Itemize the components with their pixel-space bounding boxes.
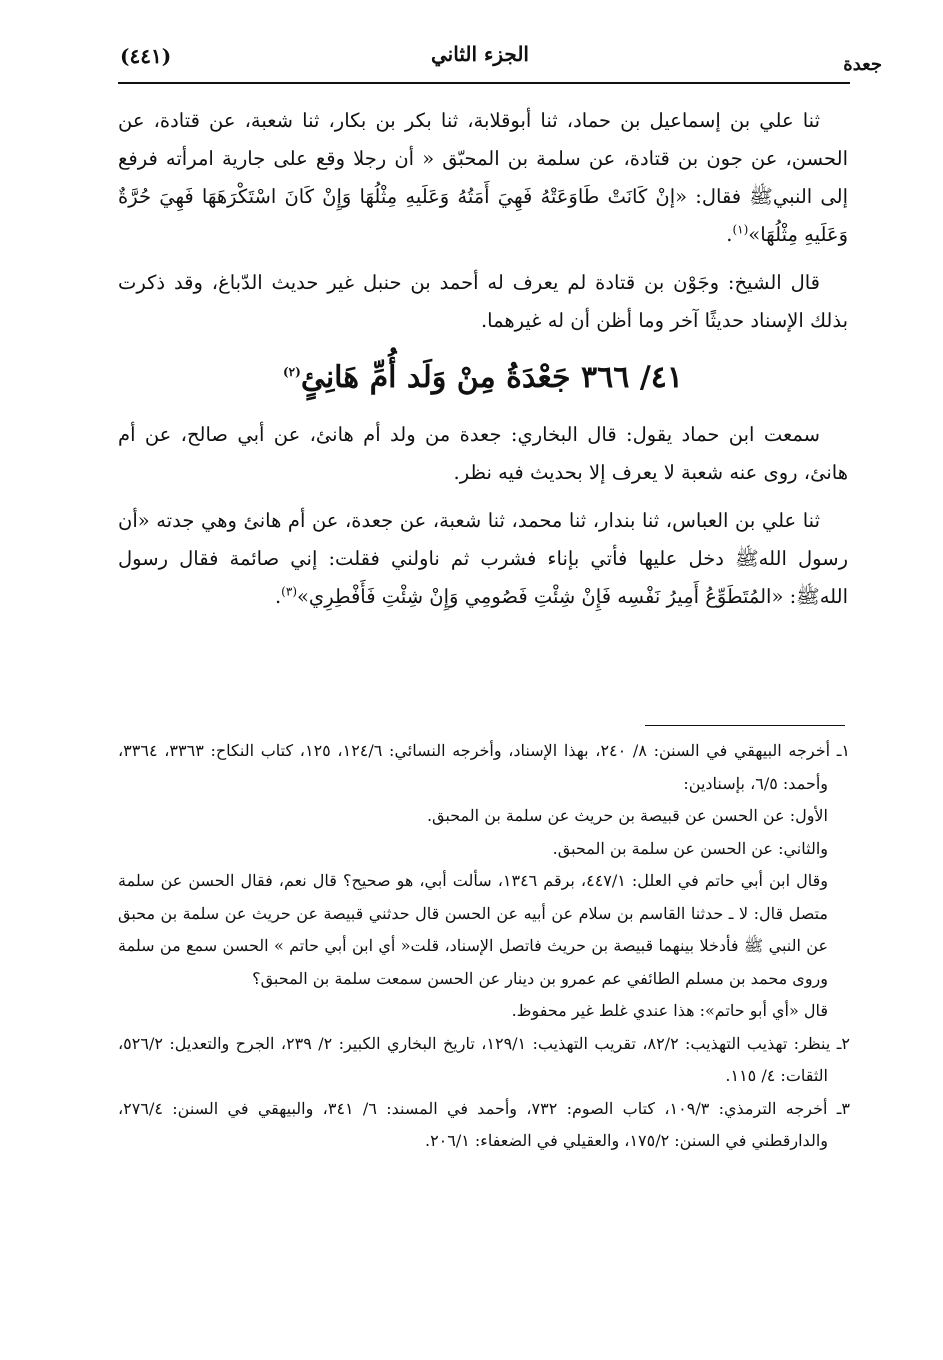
footnote-1: ١ـ أخرجه البيهقي في السنن: ٨/ ٢٤٠، بهذا الإسناد، وأخرجه النسائي: ١٢٤/٦، ١٢٥، كتاب النكاح: ٣٣٦٣، ٣٣٦٤، وأحمد: ٦/٥، بإسنادين: (118, 741, 851, 793)
chapter-heading-text: ٤١/ ٣٦٦ جَعْدَةُ مِنْ وَلَد أُمِّ هَانِئٍ (300, 360, 684, 395)
footnote-2: ٢ـ ينظر: تهذيب التهذيب: ٨٢/٢، تقريب التهذيب: ١٢٩/١، تاريخ البخاري الكبير: ٢/ ٢٣٩، الجرح والتعديل: ٥٢٦/٢، الثقات: ٤/ ١١٥. (118, 1033, 850, 1085)
footnote-3: ٣ـ أخرجه الترمذي: ١٠٩/٣، كتاب الصوم: ٧٣٢، وأحمد في المسند: ٦/ ٣٤١، والبيهقي في السنن: ٢٧٦/٤، والدارقطني في السنن: ١٧٥/٢، والعقيلي في الضعفاء: ٢٠٦/١. (118, 1098, 851, 1150)
footnote-ref-2: (٢) (282, 365, 301, 379)
footnote-ref-1: (١) (732, 222, 749, 237)
paragraph-hadith-2 (118, 502, 848, 616)
footnote-ref-3: (٣) (281, 584, 297, 599)
running-section-name: جعدة (843, 54, 882, 75)
main-text (118, 102, 848, 626)
footnote-1-first-chain: الأول: عن الحسن عن قبيصة بن حريث عن سلمة بن المحبق. (426, 806, 828, 825)
paragraph-end: . (726, 223, 733, 246)
paragraph-hadith-1 (118, 102, 848, 254)
paragraph-text: ثنا علي بن إسماعيل بن حماد، ثنا أبوقلابة، ثنا بكر بن بكار، ثنا شعبة، عن قتادة، عن الحسن، عن جون بن قتادة، عن سلمة بن المحبّق « أن رجلا وقع على جارية امرأته فرفع إلى النبيﷺ فقال: «إنْ كَانَتْ طَاوَعَتْهُ فَهِيَ أَمَتُهُ وَعَلَيهِ مِثْلُهَا وَإِنْ كَانَ اسْتَكْرَهَهَا فَهِيَ حُرَّةٌ وَعَلَيهِ مِثْلُهَا» (118, 109, 848, 246)
chapter-heading (118, 350, 848, 406)
header-rule (118, 82, 850, 84)
paragraph-text: ثنا علي بن العباس، ثنا بندار، ثنا محمد، ثنا شعبة، عن جعدة، عن أم هانئ وهي جدته «أن رسول اللهﷺ دخل عليها فأتي بإناء فشرب ثم ناولني فقلت: إني صائمة فقال رسول اللهﷺ: «المُتَطَوِّعُ أَمِيرُ نَفْسِه فَإِنْ شِئْتِ فَصُومِي وَإِنْ شِئْتِ فَأَفْطِرِي» (118, 509, 848, 608)
footnote-1-ilal-quote: وقال ابن أبي حاتم في العلل: ٤٤٧/١، برقم ١٣٤٦، سألت أبي، هو صحيح؟ قال نعم، فقال الحسن عن سلمة متصل قال: لا ـ حدثنا القاسم بن سلام عن أبيه عن الحسن قال حدثني قبيصة عن حريث عن سلمة بن محبق عن النبي ﷺ فأدخلا بينهما قبيصة بن حريث فاتصل الإسناد، قلت« أي ابن أبي حاتم » الحسن سمع من سلمة وروى محمد بن مسلم الطائفي عم عمرو بن دينار عن الحسن سمعت سلمة بن المحبق؟ (118, 871, 829, 988)
footnote-1-conclusion: قال «أي أبو حاتم»: هذا عندي غلط غير محفوظ. (511, 1001, 828, 1020)
footnote-separator (645, 725, 845, 726)
paragraph-end: . (274, 585, 282, 608)
page-number: (٤٤١) (120, 44, 172, 68)
footnotes (118, 735, 850, 1158)
footnote-1-second-chain: والثاني: عن الحسن عن سلمة بن المحبق. (552, 838, 828, 858)
paragraph-bukhari-quote: سمعت ابن حماد يقول: قال البخاري: جعدة من ولد أم هانئ، عن أبي صالح، عن أم هانئ، روى عنه شعبة لا يعرف إلا بحديث فيه نظر. (118, 423, 848, 484)
page-header (110, 40, 882, 80)
paragraph-sheikh-comment: قال الشيخ: وجَوْن بن قتادة لم يعرف له أحمد بن حنبل غير حديث الدّباغ، وقد ذكرت بذلك الإسناد حديثًا آخر وما أظن أن له غيرهما. (118, 271, 848, 332)
volume-title: الجزء الثاني (431, 42, 529, 66)
